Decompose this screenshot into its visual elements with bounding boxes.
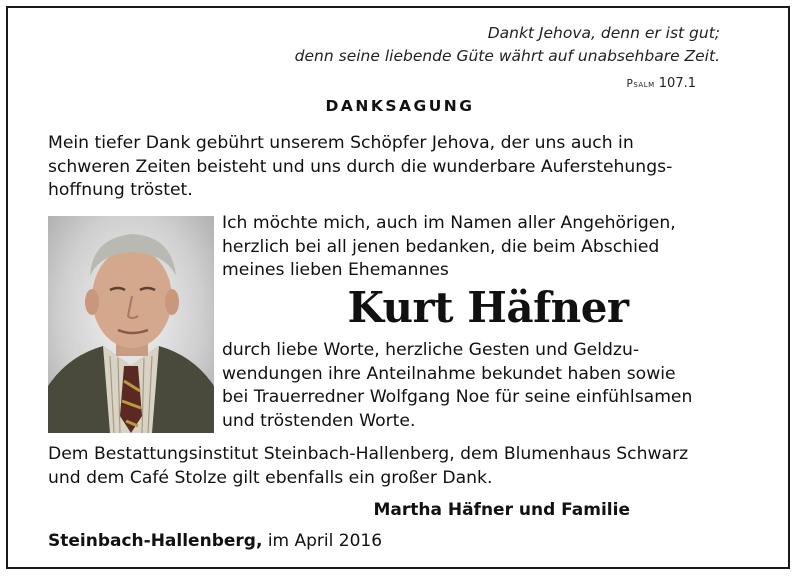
quote-reference-book: Psalm bbox=[626, 78, 655, 90]
portrait-illustration bbox=[48, 216, 214, 433]
portrait-photo bbox=[48, 216, 214, 433]
closing-line-2: und dem Café Stolze gilt ebenfalls ein großer Dank. bbox=[48, 467, 493, 488]
quote-reference bbox=[627, 76, 697, 91]
intro-line-2: schweren Zeiten beisteht und uns durch die wunderbare Auferstehungs- bbox=[48, 156, 673, 177]
intro-paragraph bbox=[48, 132, 768, 203]
condolence-line-3: bei Trauerredner Wolfgang Noe für seine einfühlsamen bbox=[222, 387, 693, 407]
bible-quote bbox=[295, 22, 720, 68]
intro-line-3: hoffnung tröstet. bbox=[48, 180, 193, 200]
thanks-line-1: Ich möchte mich, auch im Namen aller Angehörigen, bbox=[222, 213, 676, 233]
intro-line-1: Mein tiefer Dank gebührt unserem Schöpfer Jehova, der uns auch in bbox=[48, 133, 634, 153]
quote-line-1: Dankt Jehova, denn er ist gut; bbox=[487, 24, 720, 42]
signature: Martha Häfner und Familie bbox=[373, 500, 630, 520]
date: im April 2016 bbox=[267, 531, 383, 551]
closing-line-1: Dem Bestattungsinstitut Steinbach-Hallenberg, dem Blumenhaus Schwarz bbox=[48, 444, 689, 464]
thanks-line-3: meines lieben Ehemannes bbox=[222, 260, 449, 280]
condolence-line-2: wendungen ihre Anteilnahme bekundet haben sowie bbox=[222, 363, 676, 384]
condolence-line-4: und tröstenden Worte. bbox=[222, 410, 416, 431]
place-and-date bbox=[48, 531, 382, 551]
quote-line-2: denn seine liebende Güte währt auf unabsehbare Zeit. bbox=[294, 47, 720, 65]
condolence-line-1: durch liebe Worte, herzliche Gesten und Geldzu- bbox=[222, 340, 640, 360]
closing-paragraph bbox=[48, 443, 783, 490]
place: Steinbach-Hallenberg, bbox=[48, 531, 263, 551]
condolence-paragraph bbox=[222, 339, 782, 433]
thanks-paragraph bbox=[222, 212, 782, 283]
notice-heading: DANKSAGUNG bbox=[325, 97, 475, 115]
thanks-line-2: herzlich bei all jenen bedanken, die beim Abschied bbox=[222, 236, 660, 257]
deceased-name: Kurt Häfner bbox=[347, 283, 629, 332]
quote-reference-verse: 107.1 bbox=[658, 76, 696, 91]
